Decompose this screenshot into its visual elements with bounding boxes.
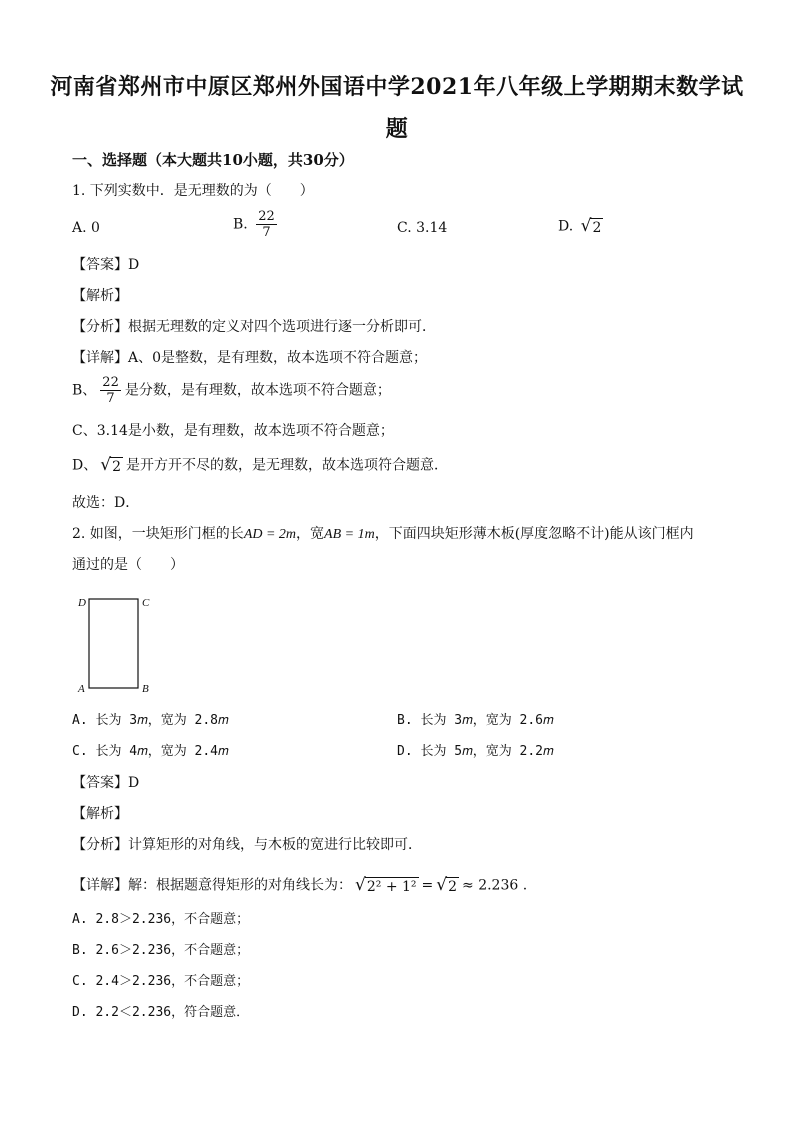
q2-comparison-a: A. 2.8＞2.236，不合题意； [72,912,250,927]
q2-stem-line1 [72,524,694,545]
q2-answer: 【答案】D [72,775,140,791]
q1-detail-c: C、3.14是小数，是有理数，故本选项不符合题意； [72,423,394,439]
q2-stem-part3: ，下面四块矩形薄木板(厚度忽略不计)能从该门框内 [374,526,694,542]
sqrt-symbol: √ 2 [580,216,602,236]
sqrt-radicand: 2² + 1² [366,879,417,895]
q1-detail-b [72,375,391,406]
fraction-numerator: 22 [258,209,275,224]
detail-b-suffix: 是分数，是有理数，故本选项不符合题意； [124,382,391,399]
q2-option-c: C. 长为 4𝑚，宽为 2.4𝑚 [72,744,229,759]
section-heading: 一、选择题（本大题共10小题，共30分） [72,151,354,169]
q2-option-b: B. 长为 3𝑚，宽为 2.6𝑚 [397,713,554,728]
q2-stem-line2: 通过的是（ ） [72,557,184,573]
q1-option-b-fraction [256,209,277,240]
detail-d-suffix: 是开方开不尽的数，是无理数，故本选项符合题意． [126,457,448,474]
vertex-label-a: A [78,683,85,695]
q1-detail-d [72,455,448,476]
q1-answer: 【答案】D [72,257,140,273]
sqrt-radicand: 2 [112,459,121,475]
q1-option-b-label: B. [233,216,248,233]
q2-detail [72,875,527,896]
q2-stem-ad: AD = 2m [243,527,297,542]
q2-fenxi: 【分析】计算矩形的对角线，与木板的宽进行比较即可． [72,837,422,853]
q1-option-d-label: D. [558,218,574,235]
doc-title-line2: 题 [385,116,409,142]
q2-stem-part1: 2. 如图，一块矩形门框的长 [72,526,244,542]
q2-comparison-c: C. 2.4＞2.236，不合题意； [72,974,250,989]
vertex-label-c: C [142,597,150,609]
q2-comparison-b: B. 2.6＞2.236，不合题意； [72,943,250,958]
q1-analysis-label: 【解析】 [72,288,128,304]
fraction-denominator: 7 [262,225,271,240]
q2-comparison-d: D. 2.2＜2.236，符合题意． [72,1005,250,1020]
q1-option-c: C. 3.14 [397,220,448,236]
sqrt-symbol: √ 2 [100,455,121,475]
sqrt-radicand: 2 [592,220,602,236]
q2-stem-ab: AB = 1m [324,527,375,542]
q2-option-a: A. 长为 3𝑚，宽为 2.8𝑚 [72,713,229,728]
sqrt-radicand: 2 [448,879,458,895]
door-frame-figure [72,592,162,700]
sqrt-symbol: √ 2² + 1² [355,875,417,895]
door-frame-rect [89,599,138,688]
vertex-label-b: B [142,683,149,695]
q1-stem: 1. 下列实数中．是无理数的为（ ） [72,183,314,199]
q1-fenxi: 【分析】根据无理数的定义对四个选项进行逐一分析即可． [72,319,436,335]
vertex-label-d: D [78,597,86,609]
doc-title-line1: 河南省郑州市中原区郑州外国语中学2021年八年级上学期期末数学试 [50,74,744,100]
q1-conclusion: 故选：D． [72,495,140,511]
q2-stem-part2: ，宽 [296,526,325,542]
q2-detail-prefix: 【详解】解：根据题意得矩形的对角线长为： [72,877,352,894]
sqrt-symbol: √ 2 [436,875,458,895]
q1-option-a: A. 0 [72,220,100,236]
approx-value: ≈ 2.236 . [462,877,528,894]
q2-analysis-label: 【解析】 [72,806,128,822]
q1-detail-a: 【详解】A、0是整数，是有理数，故本选项不符合题意； [72,350,428,366]
fraction-numerator: 22 [102,375,119,390]
fraction-denominator: 7 [106,391,115,406]
equals-sign: = [421,877,434,894]
detail-d-prefix: D、 [72,457,98,474]
q2-option-d: D. 长为 5𝑚，宽为 2.2𝑚 [397,744,554,759]
detail-b-prefix: B、 [72,382,97,399]
detail-b-fraction [100,375,121,406]
q1-option-d [558,216,606,237]
q1-option-b [233,209,281,240]
